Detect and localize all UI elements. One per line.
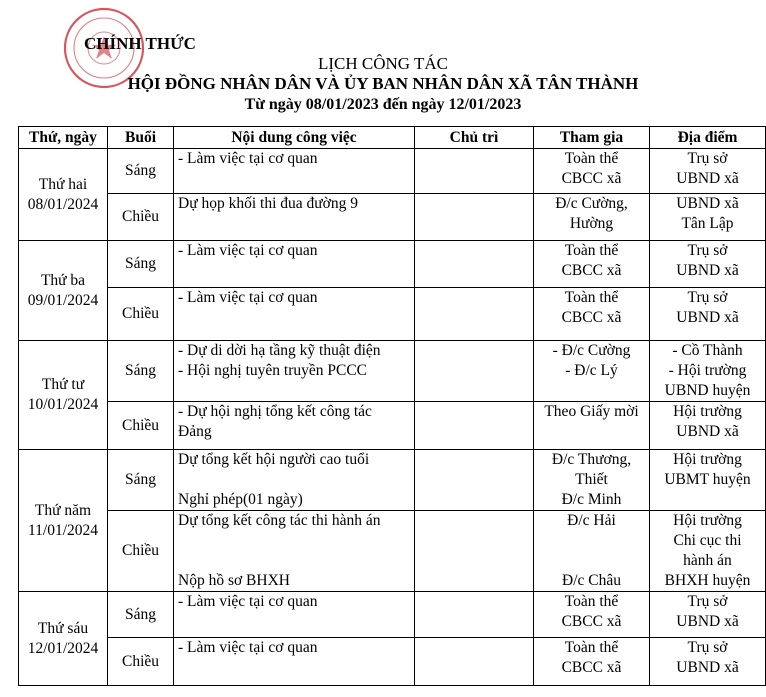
cell-line: Theo Giấy mời — [544, 403, 639, 420]
cell-line: Sáng — [125, 162, 156, 179]
header-chair: Chủ trì — [415, 127, 534, 149]
location-cell — [650, 511, 766, 592]
content-cell — [174, 511, 415, 592]
cell-line: hành án — [683, 552, 732, 569]
location-cell — [650, 402, 766, 450]
location-cell — [650, 592, 766, 638]
cell-line: Trụ sở — [687, 639, 728, 656]
cell-line: UBND xã — [676, 423, 739, 440]
header-location: Địa điểm — [650, 127, 766, 149]
cell-line: Chiều — [121, 652, 160, 670]
cell-line: - Dự di dời hạ tầng kỹ thuật điện — [178, 342, 381, 359]
table-row — [19, 149, 766, 194]
cell-line: Chiều — [121, 542, 160, 559]
cell-line: - Cồ Thành — [672, 342, 743, 359]
cell-line: Đ/c Hải — [567, 512, 616, 529]
cell-line: 12/01/2024 — [27, 639, 99, 657]
cell-line: - Làm việc tại cơ quan — [178, 639, 318, 656]
participants-cell — [534, 341, 650, 402]
title-line-1: LỊCH CÔNG TÁC — [317, 54, 449, 73]
title-line-2: HỘI ĐỒNG NHÂN DÂN VÀ ỦY BAN NHÂN DÂN XÃ TÂN THÀNH — [127, 74, 639, 93]
cell-line: Toàn thể — [564, 242, 619, 259]
cell-line: Hội trường — [673, 512, 742, 529]
cell-line: Tân Lập — [681, 215, 734, 232]
location-cell — [650, 341, 766, 402]
cell-line: CBCC xã — [561, 309, 622, 326]
cell-line — [538, 531, 645, 551]
cell-line: - Đ/c Cường — [552, 342, 631, 359]
participants-cell — [534, 149, 650, 194]
chair-cell — [415, 149, 534, 194]
session-cell — [108, 592, 174, 638]
participants-cell — [534, 592, 650, 638]
cell-line: Dự họp khối thi đua đường 9 — [178, 195, 358, 212]
cell-line: Toàn thể — [564, 150, 619, 167]
cell-line: Hội trường — [673, 451, 742, 468]
official-mark: CHÍNH THỨC — [84, 34, 196, 53]
cell-line: - Hội trường — [668, 362, 747, 379]
table-row — [19, 638, 766, 686]
cell-line: Đ/c Châu — [562, 572, 621, 589]
table-row — [19, 450, 766, 511]
cell-line: Toàn thể — [564, 289, 619, 306]
session-cell — [108, 511, 174, 592]
content-cell — [174, 194, 415, 241]
cell-line: BHXH huyện — [664, 572, 751, 589]
cell-line: Thứ tư — [41, 376, 85, 393]
cell-line: Thiết — [575, 471, 608, 488]
cell-line: Đ/c Cường, — [555, 195, 628, 212]
cell-line: Thứ ba — [40, 271, 86, 289]
cell-line: CBCC xã — [561, 659, 622, 676]
table-row — [19, 341, 766, 402]
participants-cell — [534, 241, 650, 288]
content-cell — [174, 149, 415, 194]
chair-cell — [415, 450, 534, 511]
cell-line: Thứ sáu — [37, 619, 89, 637]
cell-line: 08/01/2024 — [27, 195, 99, 213]
header-row — [19, 127, 766, 149]
cell-line: - Làm việc tại cơ quan — [178, 289, 318, 306]
session-cell — [108, 149, 174, 194]
content-cell — [174, 341, 415, 402]
day-cell — [19, 450, 108, 592]
session-cell — [108, 341, 174, 402]
session-cell — [108, 194, 174, 241]
participants-cell — [534, 511, 650, 592]
cell-line: Sáng — [125, 605, 156, 623]
session-cell — [108, 288, 174, 341]
chair-cell — [415, 638, 534, 686]
cell-line: Nộp hồ sơ BHXH — [178, 572, 290, 589]
cell-line: Sáng — [125, 362, 156, 379]
cell-line: Đảng — [178, 423, 212, 440]
cell-line: Dự tổng kết hội người cao tuổi — [178, 451, 370, 468]
participants-cell — [534, 402, 650, 450]
cell-line: Đ/c Thương, — [551, 451, 632, 468]
day-cell — [19, 149, 108, 241]
table-row — [19, 288, 766, 341]
cell-line: Dự tổng kết công tác thi hành án — [178, 512, 381, 529]
session-cell — [108, 402, 174, 450]
cell-line: UBND xã — [676, 613, 739, 630]
schedule-body — [19, 149, 766, 686]
table-row — [19, 511, 766, 592]
cell-line: UBND xã — [676, 195, 739, 212]
cell-line: CBCC xã — [561, 262, 622, 279]
header-day: Thứ, ngày — [19, 127, 108, 149]
cell-line: Trụ sở — [687, 593, 728, 610]
cell-line: Nghỉ phép(01 ngày) — [178, 491, 303, 508]
location-cell — [650, 149, 766, 194]
cell-line: - Làm việc tại cơ quan — [178, 150, 318, 167]
cell-line — [538, 551, 645, 571]
session-cell — [108, 450, 174, 511]
cell-line: - Làm việc tại cơ quan — [178, 242, 318, 259]
cell-line: 09/01/2024 — [27, 291, 99, 309]
content-cell — [174, 450, 415, 511]
cell-line: Hội trường — [673, 403, 742, 420]
participants-cell — [534, 288, 650, 341]
cell-line: UBND xã — [676, 659, 739, 676]
content-cell — [174, 241, 415, 288]
cell-line: - Hội nghị tuyên truyền PCCC — [178, 362, 368, 379]
content-cell — [174, 288, 415, 341]
location-cell — [650, 450, 766, 511]
cell-line: UBND huyện — [664, 382, 751, 399]
cell-line: - Đ/c Lý — [565, 362, 618, 379]
cell-line: CBCC xã — [561, 613, 622, 630]
cell-line: 11/01/2024 — [27, 521, 99, 539]
cell-line: UBND xã — [676, 309, 739, 326]
header-session: Buổi — [108, 127, 174, 149]
cell-line: Toàn thể — [564, 639, 619, 656]
cell-line: Chiều — [121, 305, 160, 322]
table-row — [19, 592, 766, 638]
day-cell — [19, 341, 108, 450]
cell-line: Đ/c Minh — [561, 491, 622, 508]
title-date-range: Từ ngày 08/01/2023 đến ngày 12/01/2023 — [244, 96, 522, 113]
location-cell — [650, 638, 766, 686]
cell-line: Chiều — [121, 416, 160, 434]
table-row — [19, 402, 766, 450]
cell-line: UBND xã — [676, 170, 739, 187]
table-row — [19, 241, 766, 288]
day-cell — [19, 241, 108, 341]
chair-cell — [415, 241, 534, 288]
location-cell — [650, 194, 766, 241]
cell-line: UBND xã — [676, 262, 739, 279]
cell-line: Chiều — [121, 208, 160, 225]
header-content: Nội dung công việc — [174, 127, 415, 149]
session-cell — [108, 638, 174, 686]
participants-cell — [534, 450, 650, 511]
content-cell — [174, 638, 415, 686]
cell-line: Thứ năm — [34, 501, 92, 519]
chair-cell — [415, 288, 534, 341]
cell-line: Trụ sở — [687, 242, 728, 259]
location-cell — [650, 241, 766, 288]
cell-line: Chi cục thi — [673, 532, 742, 549]
table-row — [19, 194, 766, 241]
cell-line: - Dự hội nghị tổng kết công tác — [178, 403, 372, 420]
content-cell — [174, 592, 415, 638]
cell-line: Trụ sở — [687, 150, 728, 167]
chair-cell — [415, 194, 534, 241]
chair-cell — [415, 511, 534, 592]
cell-line: Hường — [569, 215, 614, 232]
header-participants: Tham gia — [534, 127, 650, 149]
cell-line: - Làm việc tại cơ quan — [178, 593, 318, 610]
cell-line: Toàn thể — [564, 593, 619, 610]
cell-line: UBMT huyện — [664, 471, 751, 488]
cell-line — [178, 551, 410, 571]
chair-cell — [415, 402, 534, 450]
cell-line: Sáng — [125, 255, 156, 272]
cell-line: 10/01/2024 — [27, 396, 99, 413]
chair-cell — [415, 592, 534, 638]
participants-cell — [534, 638, 650, 686]
cell-line — [178, 470, 410, 490]
chair-cell — [415, 341, 534, 402]
cell-line: Thứ hai — [38, 175, 88, 193]
content-cell — [174, 402, 415, 450]
cell-line: Trụ sở — [687, 289, 728, 306]
day-cell — [19, 592, 108, 686]
schedule-table — [18, 126, 766, 686]
location-cell — [650, 288, 766, 341]
cell-line: Sáng — [125, 471, 156, 488]
cell-line: CBCC xã — [561, 170, 622, 187]
cell-line — [178, 531, 410, 551]
session-cell — [108, 241, 174, 288]
participants-cell — [534, 194, 650, 241]
